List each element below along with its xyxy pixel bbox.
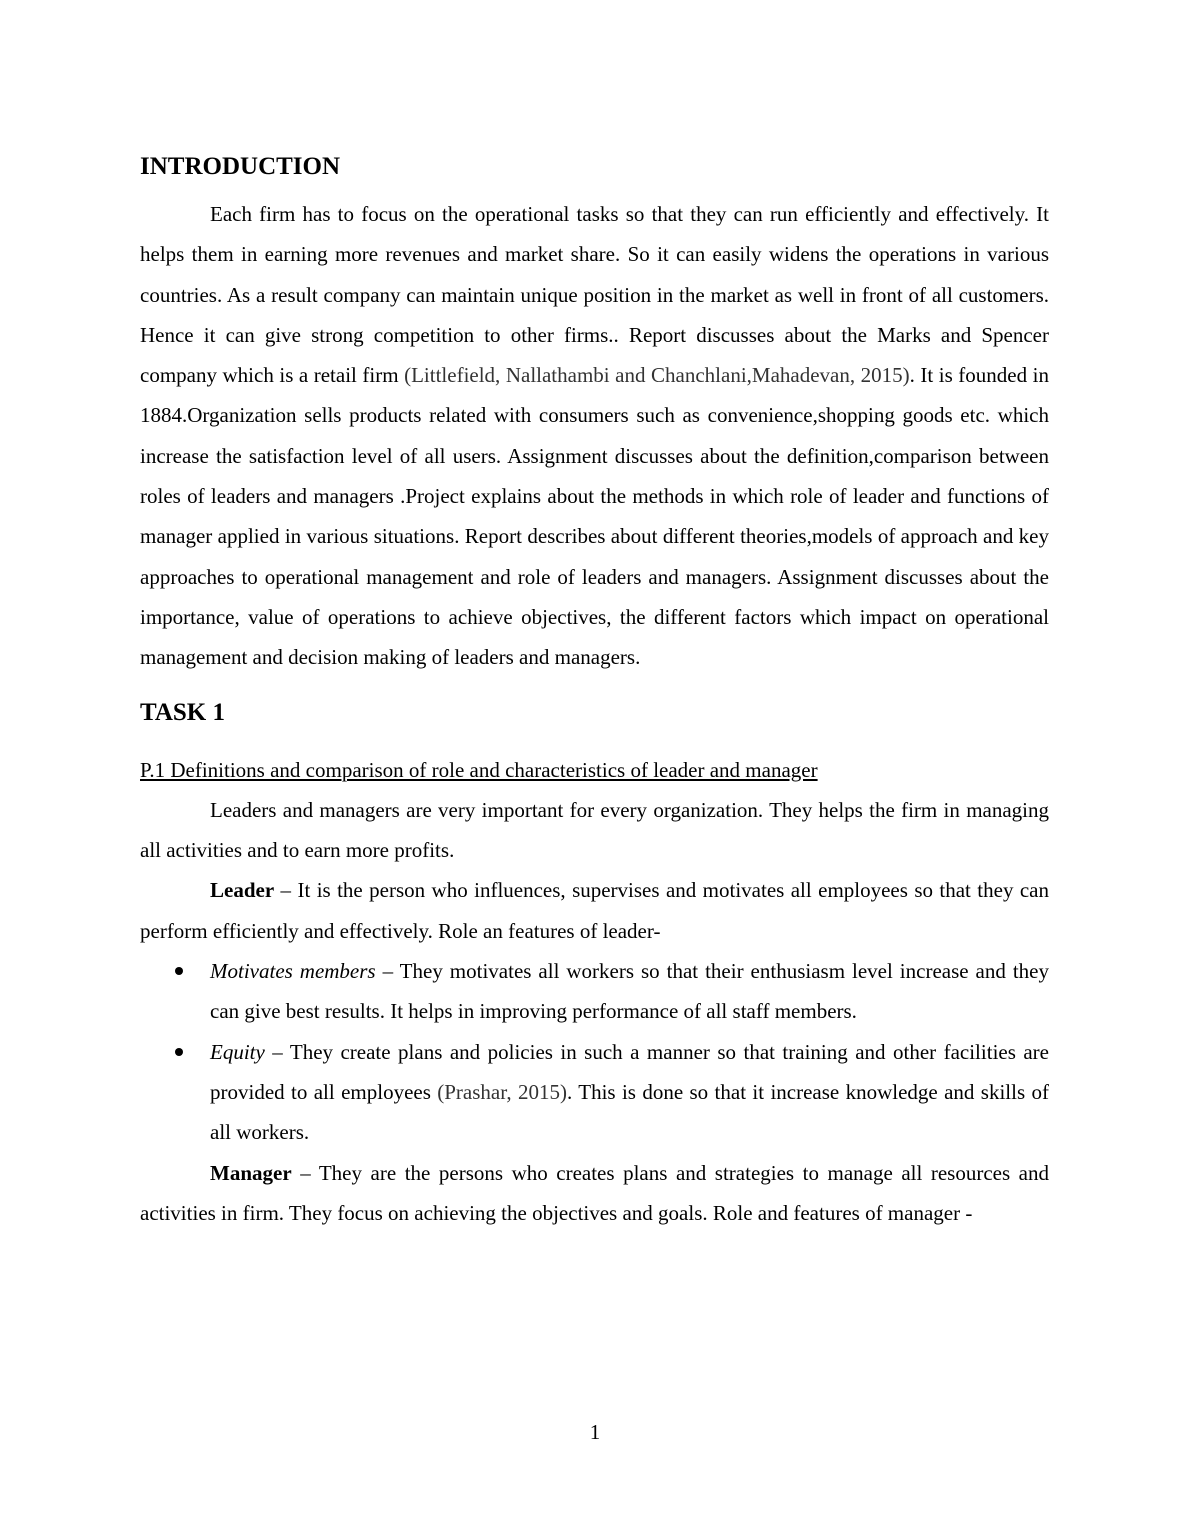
- bullet-text: – They motivates all workers so that their enthusiasm level increase and they can give best results. It helps in improving performance of all staff members.: [210, 959, 1049, 1024]
- bullet-icon: [175, 967, 183, 975]
- p1-subheading: P.1 Definitions and comparison of role and characteristics of leader and manager: [140, 757, 818, 782]
- introduction-paragraph: [140, 194, 1049, 678]
- bullet-term: Motivates members: [210, 959, 376, 984]
- citation-littlefield: (Littlefield, Nallathambi and Chanchlani,: [404, 363, 752, 388]
- introduction-text-part2: . It is founded in 1884.Organization sells products related with consumers such as convenience,shopping goods etc. which increase the satisfaction level of all users. Assignment discusses about the definition,comparison between roles of leaders and managers .Project explains about the methods in which role of leader and functions of manager applied in various situations. Report describes about different theories,models of approach and key approaches to operational management and role of leaders and managers. Assignment discusses about the importance, value of operations to achieve objectives, the different factors which impact on operational management and decision making of leaders and managers.: [140, 363, 1049, 670]
- leader-definition-text: – It is the person who influences, supervises and motivates all employees so that they can perform efficiently and effectively. Role an features of leader-: [140, 878, 1049, 943]
- page-number: 1: [589, 1420, 601, 1444]
- introduction-text-part1: Each firm has to focus on the operational tasks so that they can run efficiently and effectively. It helps them in earning more revenues and market share. So it can easily widens the operations in various countries. As a result company can maintain unique position in the market as well in front of all customers. Hence it can give strong competition to other firms.. Report discusses about the Marks and Spencer company which is a retail firm: [140, 202, 1049, 388]
- leader-features-list: [140, 951, 1049, 1152]
- page-content: [140, 150, 1049, 1233]
- manager-definition-paragraph: [140, 1153, 1049, 1234]
- bullet-text-after-citation: . This is done so that it increase knowledge and skills of all workers.: [210, 1079, 1050, 1145]
- leader-term: Leader: [210, 878, 275, 903]
- manager-term: Manager: [210, 1160, 292, 1185]
- bullet-term: Equity: [210, 1039, 265, 1064]
- introduction-heading: INTRODUCTION: [140, 153, 341, 180]
- list-item: [140, 1032, 1049, 1153]
- leaders-managers-paragraph: Leaders and managers are very important for every organization. They helps the firm in managing all activities and to earn more profits.: [140, 797, 1049, 863]
- task1-heading: TASK 1: [140, 698, 225, 726]
- bullet-icon: [175, 1048, 183, 1056]
- citation-mahadevan: Mahadevan, 2015): [751, 363, 910, 388]
- citation-prashar: (Prashar, 2015): [437, 1079, 567, 1104]
- leader-definition-paragraph: [140, 870, 1049, 951]
- list-item: [140, 951, 1049, 1032]
- manager-definition-text: – They are the persons who creates plans and strategies to manage all resources and activities in firm. They focus on achieving the objectives and goals. Role and features of manager -: [140, 1160, 1049, 1225]
- bullet-text: – They create plans and policies in such a manner so that training and other facilities are provided to all employees: [210, 1039, 1049, 1104]
